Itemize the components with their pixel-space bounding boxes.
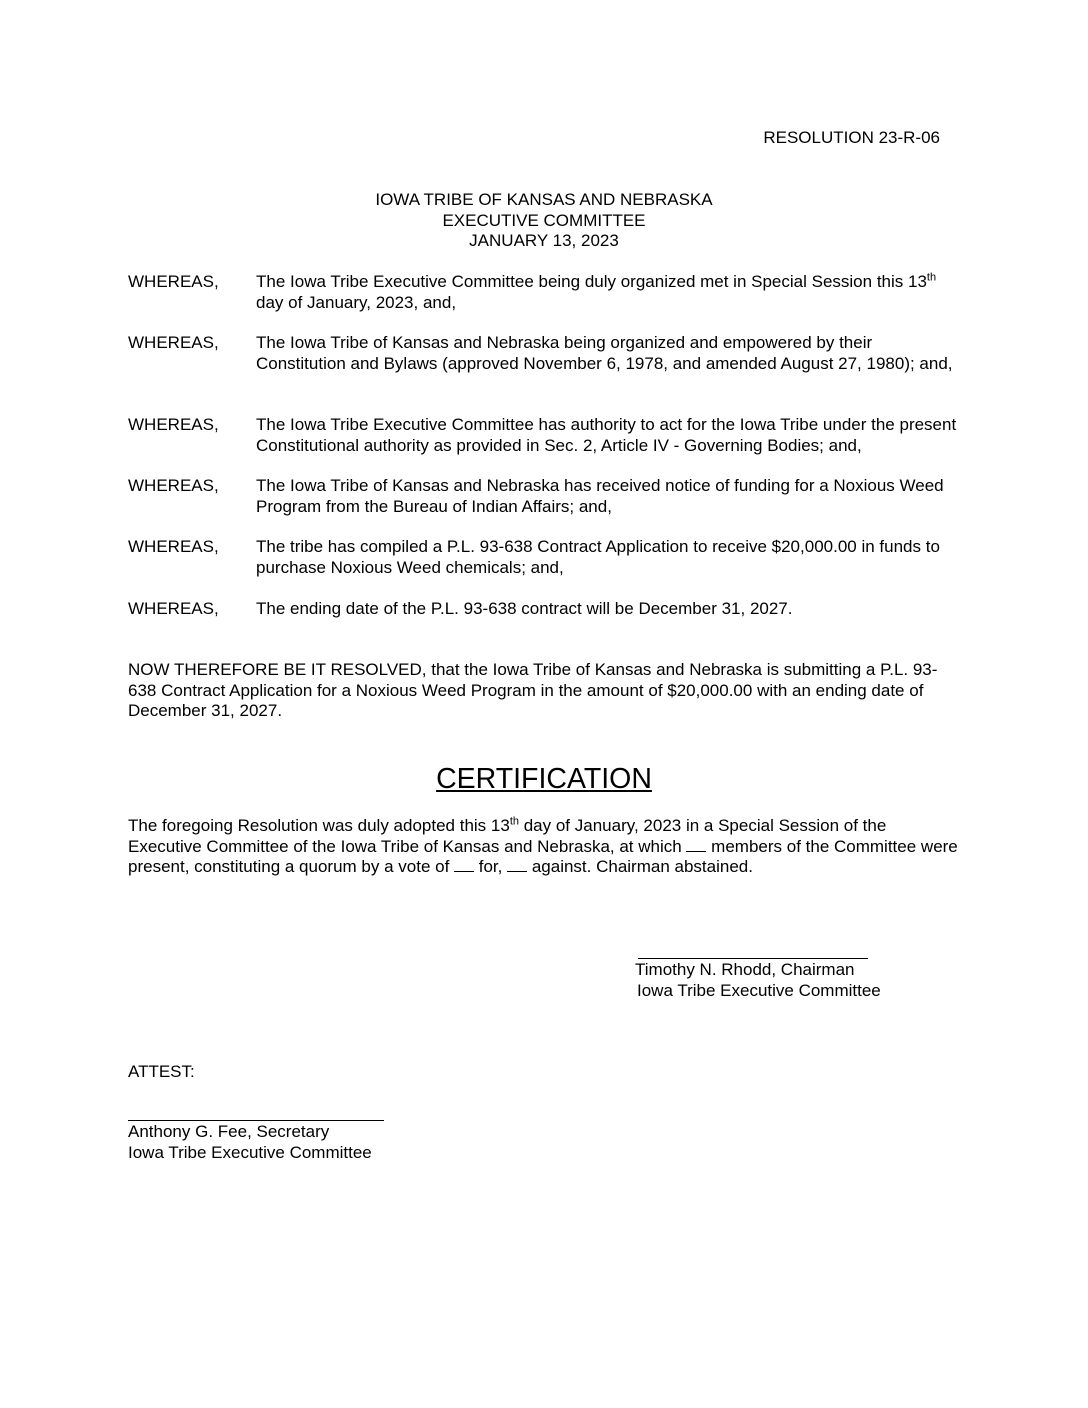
certification-title: CERTIFICATION bbox=[436, 763, 652, 795]
ordinal-suffix: th bbox=[926, 271, 937, 284]
cert-text-part: The foregoing Resolution was duly adopted this 13 bbox=[128, 816, 510, 835]
header-date: JANUARY 13, 2023 bbox=[469, 231, 619, 250]
secretary-signature-block bbox=[128, 1122, 372, 1163]
certification-paragraph bbox=[128, 816, 958, 878]
chairman-name: Timothy N. Rhodd, Chairman bbox=[635, 960, 855, 979]
document-header bbox=[0, 190, 1088, 252]
header-org: IOWA TRIBE OF KANSAS AND NEBRASKA bbox=[375, 190, 713, 209]
attest-label: ATTEST: bbox=[128, 1062, 195, 1081]
whereas-text bbox=[256, 272, 958, 313]
whereas-label: WHEREAS, bbox=[128, 272, 219, 291]
cert-text-part: members of the Committee were present, constituting a quorum by a vote of bbox=[128, 836, 958, 876]
header-body: EXECUTIVE COMMITTEE bbox=[442, 210, 646, 230]
ordinal-suffix: th bbox=[509, 815, 519, 828]
resolution-number: RESOLUTION 23-R-06 bbox=[763, 128, 940, 147]
whereas-label: WHEREAS, bbox=[128, 333, 219, 352]
votes-for-blank[interactable] bbox=[454, 857, 474, 872]
cert-text-part: for, bbox=[474, 857, 508, 876]
secretary-org: Iowa Tribe Executive Committee bbox=[128, 1142, 372, 1162]
chairman-signature-line bbox=[638, 958, 868, 959]
whereas-text: The Iowa Tribe of Kansas and Nebraska being organized and empowered by their Constitution and Bylaws (approved November 6, 1978, and amended August 27, 1980); and, bbox=[256, 333, 953, 373]
whereas-text-part: The Iowa Tribe Executive Committee being duly organized met in Special Session this 13 bbox=[256, 272, 927, 291]
whereas-label: WHEREAS, bbox=[128, 537, 219, 556]
resolved-paragraph: NOW THEREFORE BE IT RESOLVED, that the Iowa Tribe of Kansas and Nebraska is submitting a P.L. 93-638 Contract Application for a Noxious Weed Program in the amount of $20,000.00 with an ending date of December 31, 2027. bbox=[128, 660, 938, 720]
secretary-name: Anthony G. Fee, Secretary bbox=[128, 1122, 330, 1141]
votes-against-blank[interactable] bbox=[507, 857, 527, 872]
chairman-signature-block bbox=[635, 960, 881, 1001]
members-count-blank[interactable] bbox=[686, 837, 706, 852]
secretary-signature-line bbox=[128, 1120, 384, 1121]
cert-text-part: day of January, 2023 in a Special Session of the Executive Committee of the Iowa Tribe of Kansas and Nebraska, at which bbox=[128, 816, 887, 856]
cert-text-part: against. Chairman abstained. bbox=[527, 857, 753, 876]
whereas-text: The Iowa Tribe Executive Committee has authority to act for the Iowa Tribe under the present Constitutional authority as provided in Sec. 2, Article IV - Governing Bodies; and, bbox=[256, 415, 957, 455]
whereas-text: The tribe has compiled a P.L. 93-638 Contract Application to receive $20,000.00 in funds to purchase Noxious Weed chemicals; and, bbox=[256, 537, 940, 577]
whereas-label: WHEREAS, bbox=[128, 415, 219, 434]
whereas-label: WHEREAS, bbox=[128, 599, 219, 618]
whereas-label: WHEREAS, bbox=[128, 476, 219, 495]
whereas-text: The Iowa Tribe of Kansas and Nebraska has received notice of funding for a Noxious Weed Program from the Bureau of Indian Affairs; and, bbox=[256, 476, 944, 516]
chairman-org: Iowa Tribe Executive Committee bbox=[637, 980, 881, 1000]
whereas-text-part: day of January, 2023, and, bbox=[256, 292, 457, 312]
whereas-text: The ending date of the P.L. 93-638 contract will be December 31, 2027. bbox=[256, 599, 793, 618]
